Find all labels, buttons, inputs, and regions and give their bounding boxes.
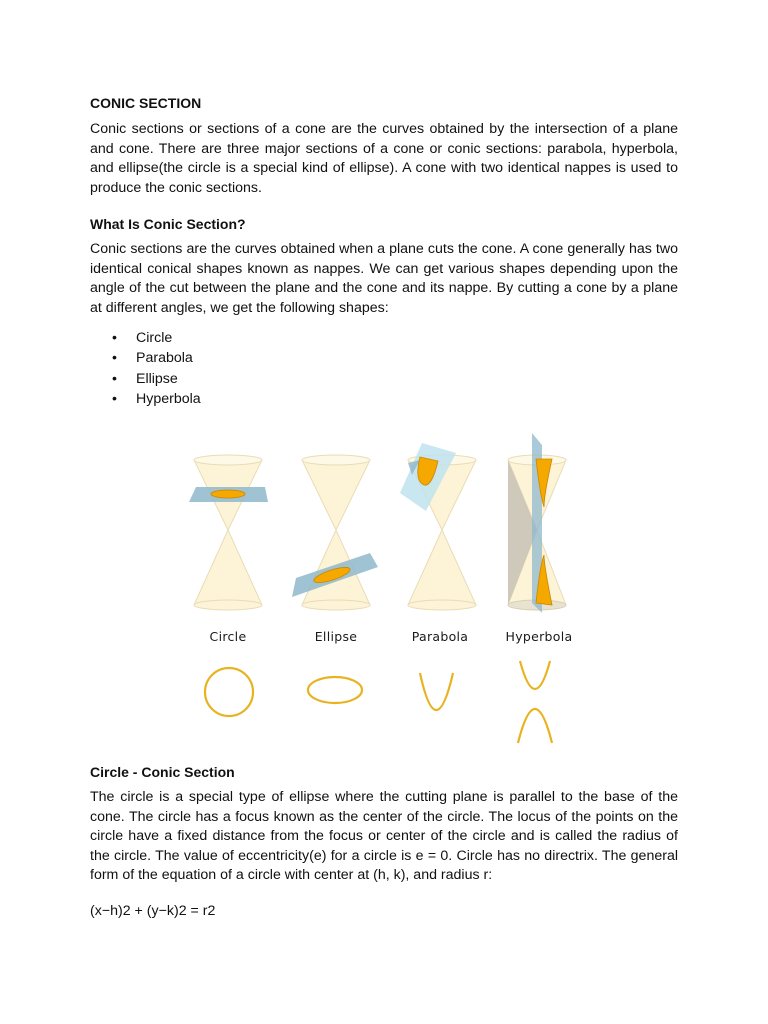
circle-equation: (x−h)2 + (y−k)2 = r2 [90, 903, 216, 919]
what-is-paragraph: Conic sections are the curves obtained when a plane cuts the cone. A cone generally has two identical conical shapes known as nappes. We can get various shapes depending upon the angle of the cut between the plane and the cone and its nappe. By cutting a cone by a plane at different angles, we get the following shapes: [90, 241, 678, 316]
list-item: • Ellipse [90, 369, 201, 389]
circle-cone [189, 455, 268, 610]
document-title: CONIC SECTION [90, 95, 202, 111]
intro-paragraph: Conic sections or sections of a cone are the curves obtained by the intersection of a plane and cone. There are three major sections of a cone or conic sections: parabola, hyperbola, and ellipse(the circle is a special kind of ellipse). A cone with two identical nappes is used to produce the conic sections. [90, 121, 678, 196]
list-item: • Parabola [90, 348, 201, 368]
figure-label-ellipse: Ellipse [314, 629, 358, 644]
circle-section-heading: Circle - Conic Section [90, 764, 235, 780]
figure-label-hyperbola: Hyperbola [505, 629, 573, 644]
parabola-cone [400, 443, 476, 610]
circle-paragraph: The circle is a special type of ellipse where the cutting plane is parallel to the base of the cone. The circle has a focus known as the center of the circle. The locus of the points on the circle have a fixed distance from the focus or center of the circle and is called the radius of the circle. The value of eccentricity(e) for a circle is e = 0. Circle has no directrix. The general form of the equation of a circle with center at (h, k), and radius r: [90, 789, 678, 884]
section-shape [211, 490, 245, 498]
conic-sections-diagram [180, 425, 590, 755]
hyperbola-cone [508, 433, 566, 613]
parabola-curve [420, 673, 453, 710]
list-item: • Hyperbola [90, 389, 201, 409]
shape-list [90, 328, 201, 410]
list-item: • Circle [90, 328, 201, 348]
figure-label-parabola: Parabola [411, 629, 469, 644]
hyperbola-upper-branch [520, 661, 550, 689]
circle-curve [205, 668, 253, 716]
what-is-heading: What Is Conic Section? [90, 216, 246, 232]
figure-label-circle: Circle [209, 629, 247, 644]
ellipse-curve [308, 677, 362, 703]
conic-sections-figure [180, 425, 590, 755]
ellipse-cone [292, 455, 378, 610]
hyperbola-lower-branch [518, 709, 552, 743]
